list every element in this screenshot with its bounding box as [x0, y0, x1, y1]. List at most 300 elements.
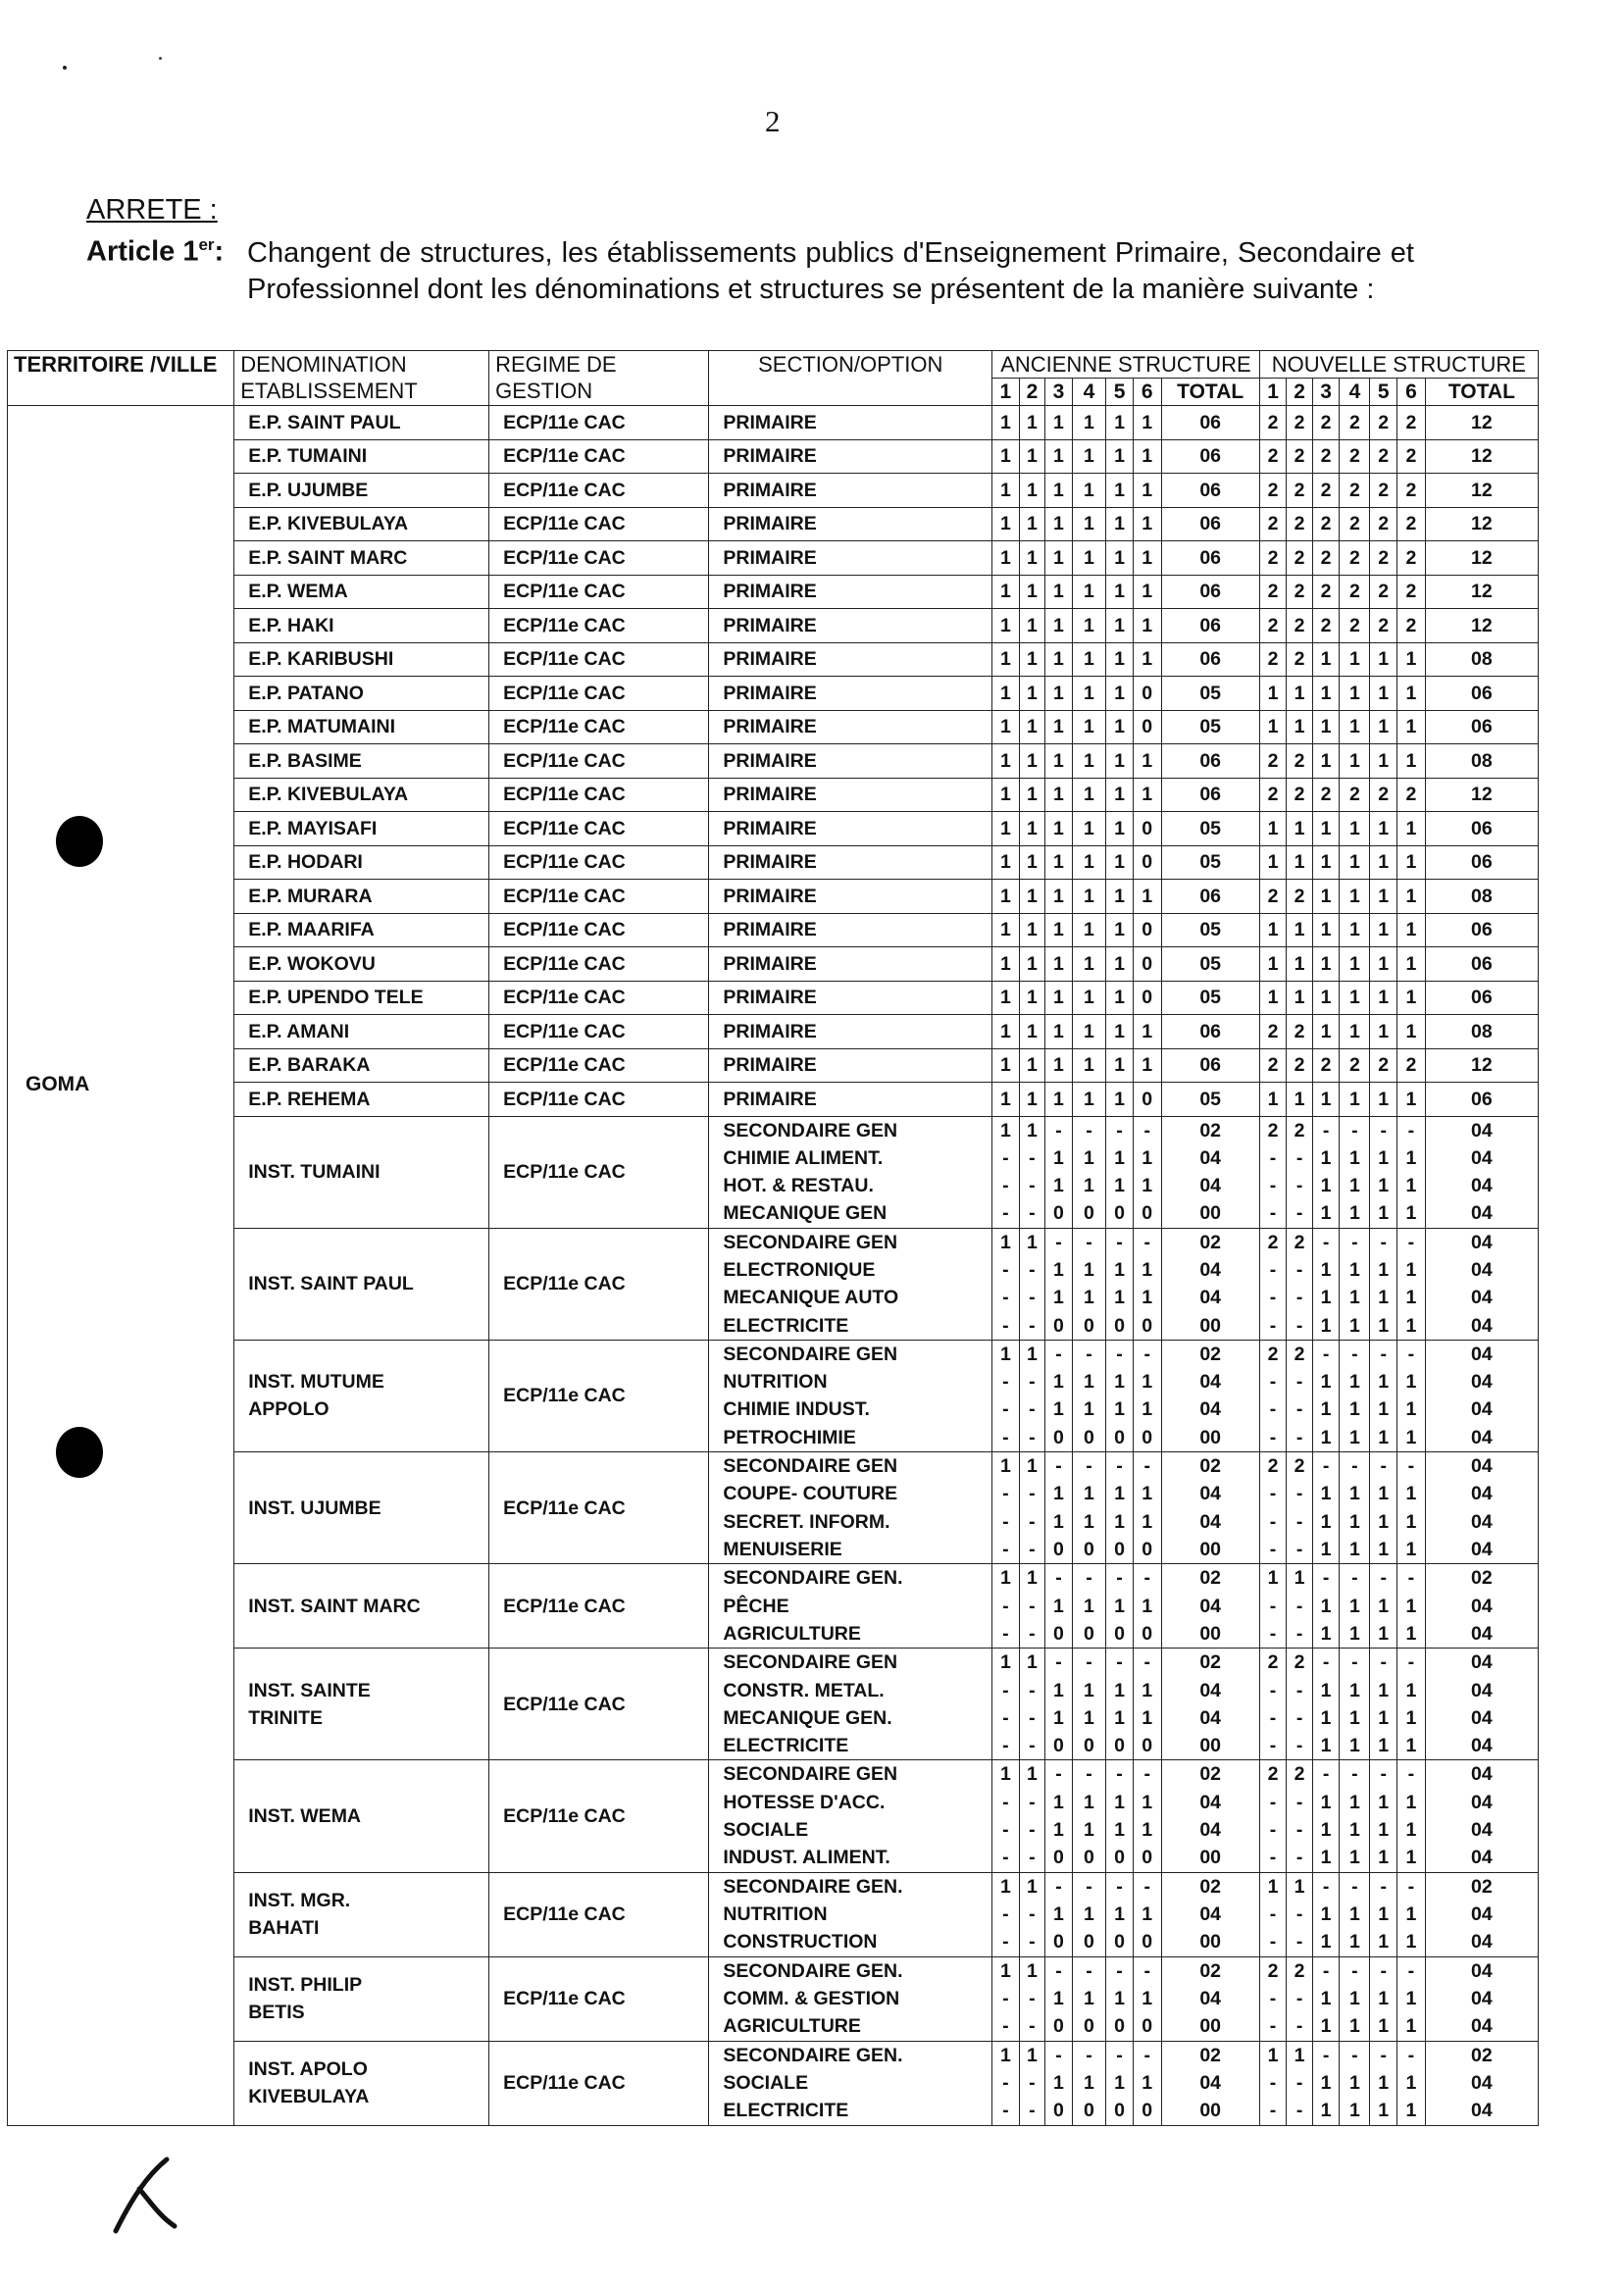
- old-structure-value: -: [1002, 1595, 1009, 1617]
- old-structure-value: 0: [1114, 1847, 1125, 1869]
- new-structure-cell: 2: [1340, 575, 1370, 609]
- denomination-cell: E.P. REHEMA: [234, 1083, 489, 1117]
- new-structure-cell: 2: [1340, 1048, 1370, 1083]
- old-structure-cell: [1161, 1760, 1259, 1872]
- old-structure-value: 1: [999, 1875, 1011, 1898]
- old-structure-cell: 1: [1133, 575, 1161, 609]
- new-structure-value: -: [1407, 1875, 1415, 1898]
- section-cell: [709, 1760, 992, 1872]
- new-structure-cell: [1312, 2041, 1340, 2125]
- old-structure-cell: 1: [1019, 507, 1044, 541]
- new-structure-value: -: [1295, 1538, 1303, 1560]
- new-structure-cell: 08: [1425, 642, 1538, 677]
- old-structure-cell: [1019, 1564, 1044, 1649]
- new-structure-value: 1: [1267, 2044, 1279, 2066]
- old-structure-cell: 1: [992, 642, 1020, 677]
- old-structure-cell: 06: [1161, 575, 1259, 609]
- old-structure-value: 1: [1084, 1287, 1094, 1309]
- section-option-line: PETROCHIMIE: [723, 1426, 856, 1448]
- old-structure-value: 1: [999, 1343, 1011, 1365]
- section-option-line: COMM. & GESTION: [723, 1987, 900, 2009]
- denomination-cell: E.P. MAYISAFI: [234, 812, 489, 846]
- new-structure-value: 04: [1471, 1847, 1493, 1869]
- new-structure-cell: [1259, 1564, 1287, 1649]
- old-structure-value: 0: [1114, 1931, 1125, 1953]
- new-structure-value: -: [1351, 1875, 1358, 1898]
- old-structure-cell: [1106, 2041, 1134, 2125]
- new-structure-value: 2: [1267, 1763, 1279, 1786]
- old-structure-value: 1: [1084, 1987, 1094, 2009]
- new-col-header: TOTAL: [1425, 379, 1538, 406]
- old-structure-value: -: [1029, 1538, 1036, 1560]
- denomination-cell: E.P. WEMA: [234, 575, 489, 609]
- old-structure-cell: 1: [1106, 880, 1134, 914]
- new-structure-cell: 12: [1425, 609, 1538, 643]
- section-option-line: SECONDAIRE GEN: [723, 1651, 898, 1674]
- denomination-line: INST. APOLO: [248, 2058, 368, 2081]
- old-structure-value: 1: [1142, 2071, 1153, 2094]
- section-cell: PRIMAIRE: [709, 710, 992, 744]
- section-option-line: NUTRITION: [723, 1902, 828, 1925]
- new-structure-cell: 12: [1425, 406, 1538, 440]
- old-structure-value: -: [1086, 1231, 1092, 1253]
- table-row: [8, 812, 1539, 846]
- denomination-cell: [234, 1956, 489, 2041]
- denomination-cell: E.P. KIVEBULAYA: [234, 507, 489, 541]
- new-structure-value: 04: [1471, 1902, 1493, 1925]
- new-structure-cell: 2: [1287, 541, 1312, 576]
- new-structure-cell: 1: [1259, 913, 1287, 947]
- new-structure-value: 1: [1348, 1706, 1360, 1729]
- new-structure-value: 2: [1267, 1651, 1279, 1674]
- old-structure-value: 1: [999, 1959, 1011, 1982]
- new-structure-value: 04: [1471, 1371, 1493, 1394]
- old-structure-value: 0: [1142, 1202, 1153, 1225]
- new-structure-value: -: [1269, 1175, 1277, 1197]
- new-structure-value: -: [1380, 1567, 1387, 1590]
- new-structure-value: -: [1380, 1455, 1387, 1478]
- new-structure-cell: 1: [1370, 913, 1397, 947]
- old-structure-cell: 1: [1133, 406, 1161, 440]
- old-structure-value: 1: [999, 1231, 1011, 1253]
- regime-cell: ECP/11e CAC: [489, 880, 709, 914]
- new-structure-cell: 1: [1287, 1083, 1312, 1117]
- new-structure-value: 2: [1267, 1959, 1279, 1982]
- new-structure-value: 04: [1471, 1343, 1493, 1365]
- old-structure-value: -: [1055, 1231, 1062, 1253]
- old-structure-cell: [1161, 1956, 1259, 2041]
- new-structure-cell: [1340, 1228, 1370, 1340]
- old-structure-value: 04: [1199, 1146, 1222, 1169]
- new-structure-cell: 1: [1259, 677, 1287, 711]
- denomination-line: INST. SAINT PAUL: [248, 1273, 414, 1295]
- old-structure-cell: 1: [1019, 1083, 1044, 1117]
- new-structure-cell: 2: [1259, 609, 1287, 643]
- old-structure-cell: 1: [992, 507, 1020, 541]
- new-structure-cell: 1: [1370, 1083, 1397, 1117]
- old-structure-cell: 0: [1133, 710, 1161, 744]
- section-option-line: COUPE- COUTURE: [723, 1483, 898, 1505]
- denomination-line: INST. WEMA: [248, 1805, 362, 1828]
- old-structure-value: -: [1086, 1959, 1092, 1982]
- old-structure-value: 00: [1199, 1847, 1222, 1869]
- regime-cell: ECP/11e CAC: [489, 1760, 709, 1872]
- old-structure-cell: 1: [1106, 913, 1134, 947]
- old-structure-value: 04: [1199, 1258, 1222, 1281]
- old-structure-value: 1: [1053, 1902, 1064, 1925]
- old-structure-value: -: [1143, 2044, 1150, 2066]
- old-structure-value: 1: [1084, 1175, 1094, 1197]
- old-structure-value: 04: [1199, 1510, 1222, 1533]
- new-structure-cell: 1: [1370, 677, 1397, 711]
- new-structure-cell: 2: [1312, 541, 1340, 576]
- new-structure-value: -: [1295, 1847, 1303, 1869]
- old-structure-cell: [1072, 1956, 1106, 2041]
- new-structure-value: 1: [1405, 1287, 1417, 1309]
- old-structure-cell: 1: [1019, 981, 1044, 1015]
- new-structure-cell: 1: [1370, 880, 1397, 914]
- old-structure-value: 1: [1084, 1819, 1094, 1842]
- old-structure-cell: 05: [1161, 913, 1259, 947]
- old-structure-value: 0: [1084, 2015, 1094, 2038]
- old-structure-value: 1: [1053, 1510, 1064, 1533]
- new-structure-value: 1: [1320, 2100, 1332, 2122]
- table-row: [8, 507, 1539, 541]
- new-structure-value: 04: [1471, 2071, 1493, 2094]
- new-structure-cell: 1: [1340, 1015, 1370, 1049]
- new-structure-cell: 06: [1425, 710, 1538, 744]
- new-structure-value: 04: [1471, 1258, 1493, 1281]
- old-structure-cell: [1019, 1452, 1044, 1564]
- page-number: 2: [765, 104, 781, 138]
- new-structure-cell: [1370, 1452, 1397, 1564]
- old-structure-cell: [992, 1228, 1020, 1340]
- old-structure-cell: [1106, 1228, 1134, 1340]
- old-structure-value: 1: [1084, 1483, 1094, 1505]
- old-structure-value: -: [1029, 2015, 1036, 2038]
- old-structure-value: 04: [1199, 1706, 1222, 1729]
- new-structure-cell: 1: [1397, 1083, 1426, 1117]
- new-structure-cell: [1287, 1340, 1312, 1451]
- old-structure-value: 1: [1114, 1175, 1125, 1197]
- new-structure-value: 1: [1320, 1398, 1332, 1421]
- denomination-cell: E.P. BARAKA: [234, 1048, 489, 1083]
- new-structure-cell: [1370, 1228, 1397, 1340]
- new-structure-cell: 1: [1340, 642, 1370, 677]
- scan-speck: [159, 57, 162, 60]
- old-structure-cell: 1: [992, 575, 1020, 609]
- new-structure-value: 1: [1378, 1987, 1390, 2009]
- new-structure-cell: 08: [1425, 880, 1538, 914]
- old-structure-cell: 1: [1072, 1015, 1106, 1049]
- old-structure-cell: 1: [1072, 642, 1106, 677]
- new-structure-cell: [1312, 1564, 1340, 1649]
- new-structure-cell: [1312, 1228, 1340, 1340]
- old-structure-value: 04: [1199, 1987, 1222, 2009]
- new-structure-value: 04: [1471, 1231, 1493, 1253]
- denomination-cell: E.P. SAINT PAUL: [234, 406, 489, 440]
- new-structure-value: 1: [1320, 1931, 1332, 1953]
- new-structure-value: 2: [1267, 1119, 1279, 1142]
- new-structure-cell: [1397, 1340, 1426, 1451]
- denomination-cell: [234, 1116, 489, 1228]
- new-structure-value: 1: [1320, 2071, 1332, 2094]
- new-structure-cell: 2: [1397, 609, 1426, 643]
- old-structure-cell: 1: [992, 778, 1020, 812]
- new-structure-value: -: [1322, 1455, 1330, 1478]
- new-structure-cell: [1259, 1760, 1287, 1872]
- old-structure-value: -: [1029, 1371, 1036, 1394]
- new-structure-value: 1: [1348, 1538, 1360, 1560]
- new-structure-cell: 1: [1287, 812, 1312, 846]
- new-structure-cell: [1397, 1760, 1426, 1872]
- new-structure-value: -: [1295, 1287, 1303, 1309]
- new-structure-cell: 1: [1340, 845, 1370, 880]
- new-structure-cell: 2: [1312, 406, 1340, 440]
- new-structure-cell: 1: [1312, 677, 1340, 711]
- section-cell: PRIMAIRE: [709, 1048, 992, 1083]
- new-structure-value: 2: [1267, 1231, 1279, 1253]
- section-option-line: AGRICULTURE: [723, 2015, 861, 2038]
- new-structure-value: -: [1269, 1735, 1277, 1757]
- old-structure-value: -: [1002, 1398, 1009, 1421]
- old-structure-value: -: [1002, 1483, 1009, 1505]
- new-structure-value: -: [1295, 1987, 1303, 2009]
- regime-cell: ECP/11e CAC: [489, 1649, 709, 1760]
- old-structure-value: -: [1086, 1119, 1092, 1142]
- old-structure-value: 0: [1142, 1426, 1153, 1448]
- old-structure-cell: 06: [1161, 744, 1259, 779]
- table-row: [8, 1083, 1539, 1117]
- article-label: Article 1er:: [86, 235, 225, 268]
- new-structure-cell: 2: [1340, 778, 1370, 812]
- denomination-cell: E.P. WOKOVU: [234, 947, 489, 982]
- new-structure-value: -: [1322, 1343, 1330, 1365]
- denomination-cell: E.P. HODARI: [234, 845, 489, 880]
- new-structure-cell: 2: [1370, 507, 1397, 541]
- old-structure-value: 0: [1053, 1931, 1064, 1953]
- old-structure-cell: 1: [1072, 609, 1106, 643]
- new-structure-cell: [1397, 1649, 1426, 1760]
- regime-cell: ECP/11e CAC: [489, 677, 709, 711]
- new-structure-value: 1: [1294, 2044, 1305, 2066]
- new-structure-cell: 2: [1370, 406, 1397, 440]
- old-structure-value: -: [1055, 1343, 1062, 1365]
- regime-cell: ECP/11e CAC: [489, 744, 709, 779]
- old-structure-value: -: [1055, 1455, 1062, 1478]
- old-structure-value: 0: [1084, 1426, 1094, 1448]
- new-structure-value: -: [1322, 1651, 1330, 1674]
- old-structure-value: -: [1055, 1959, 1062, 1982]
- old-structure-value: 0: [1084, 1847, 1094, 1869]
- new-col-header: 6: [1397, 379, 1426, 406]
- section-option-line: MECANIQUE GEN.: [723, 1706, 892, 1729]
- new-structure-value: 1: [1320, 1847, 1332, 1869]
- new-structure-cell: 12: [1425, 541, 1538, 576]
- old-structure-value: -: [1029, 1819, 1036, 1842]
- new-structure-cell: 1: [1397, 812, 1426, 846]
- new-structure-cell: 2: [1312, 575, 1340, 609]
- denomination-cell: [234, 1452, 489, 1564]
- new-structure-value: 04: [1471, 1175, 1493, 1197]
- new-structure-value: -: [1407, 2044, 1415, 2066]
- new-structure-cell: 1: [1340, 981, 1370, 1015]
- old-structure-cell: 1: [1019, 778, 1044, 812]
- denomination-cell: E.P. HAKI: [234, 609, 489, 643]
- old-structure-value: -: [1055, 1567, 1062, 1590]
- old-col-header: 5: [1106, 379, 1134, 406]
- old-structure-value: -: [1143, 1875, 1150, 1898]
- old-structure-cell: 06: [1161, 609, 1259, 643]
- old-structure-cell: [992, 1872, 1020, 1956]
- new-structure-cell: 2: [1259, 575, 1287, 609]
- old-structure-value: -: [1002, 1819, 1009, 1842]
- new-structure-value: 1: [1378, 1426, 1390, 1448]
- new-structure-cell: [1397, 1872, 1426, 1956]
- old-structure-cell: 1: [1106, 981, 1134, 1015]
- new-col-header: 5: [1370, 379, 1397, 406]
- old-col-header: 2: [1019, 379, 1044, 406]
- new-structure-cell: 2: [1312, 507, 1340, 541]
- new-structure-value: 04: [1471, 1398, 1493, 1421]
- old-structure-cell: [1072, 1760, 1106, 1872]
- new-structure-cell: [1425, 1228, 1538, 1340]
- new-structure-value: 1: [1348, 1314, 1360, 1337]
- new-structure-cell: [1425, 1340, 1538, 1451]
- new-structure-value: 04: [1471, 1287, 1493, 1309]
- old-structure-cell: 1: [992, 744, 1020, 779]
- old-structure-value: 0: [1053, 2015, 1064, 2038]
- new-structure-value: 2: [1294, 1959, 1305, 1982]
- old-structure-value: 1: [999, 2044, 1011, 2066]
- new-structure-value: -: [1295, 1146, 1303, 1169]
- regime-cell: ECP/11e CAC: [489, 575, 709, 609]
- new-structure-cell: 2: [1340, 474, 1370, 508]
- new-structure-value: -: [1351, 1651, 1358, 1674]
- section-cell: PRIMAIRE: [709, 778, 992, 812]
- section-cell: [709, 1228, 992, 1340]
- old-structure-cell: 05: [1161, 1083, 1259, 1117]
- new-structure-value: -: [1295, 1314, 1303, 1337]
- new-structure-cell: 1: [1397, 880, 1426, 914]
- section-option-line: SECONDAIRE GEN.: [723, 2044, 903, 2066]
- old-structure-value: 02: [1199, 1763, 1222, 1786]
- new-structure-value: -: [1295, 1202, 1303, 1225]
- old-structure-cell: 1: [1072, 947, 1106, 982]
- new-structure-value: 1: [1378, 1706, 1390, 1729]
- section-cell: PRIMAIRE: [709, 474, 992, 508]
- new-structure-value: 1: [1348, 1146, 1360, 1169]
- new-structure-cell: 12: [1425, 474, 1538, 508]
- old-structure-value: 1: [999, 1119, 1011, 1142]
- new-structure-cell: 1: [1287, 677, 1312, 711]
- new-structure-cell: 1: [1312, 744, 1340, 779]
- section-cell: PRIMAIRE: [709, 744, 992, 779]
- new-structure-value: 1: [1378, 2100, 1390, 2122]
- new-structure-cell: [1397, 1116, 1426, 1228]
- old-structure-value: 1: [1053, 1819, 1064, 1842]
- new-structure-value: -: [1380, 1343, 1387, 1365]
- new-structure-value: 1: [1378, 1902, 1390, 1925]
- old-structure-value: 1: [1142, 1483, 1153, 1505]
- new-structure-cell: [1259, 1872, 1287, 1956]
- old-structure-value: 1: [1026, 1119, 1038, 1142]
- new-structure-cell: [1425, 1564, 1538, 1649]
- denomination-cell: E.P. PATANO: [234, 677, 489, 711]
- old-structure-cell: 1: [1106, 474, 1134, 508]
- new-structure-cell: 1: [1312, 947, 1340, 982]
- new-structure-value: 1: [1320, 1146, 1332, 1169]
- new-structure-value: -: [1269, 1510, 1277, 1533]
- old-structure-value: 1: [1142, 1398, 1153, 1421]
- new-structure-cell: 1: [1397, 981, 1426, 1015]
- new-structure-value: 1: [1348, 1735, 1360, 1757]
- old-structure-value: 0: [1114, 1622, 1125, 1645]
- old-structure-value: 02: [1199, 1875, 1222, 1898]
- new-structure-cell: 1: [1259, 1083, 1287, 1117]
- old-structure-value: -: [1116, 1455, 1123, 1478]
- old-structure-value: -: [1002, 1175, 1009, 1197]
- old-structure-value: 04: [1199, 1287, 1222, 1309]
- section-option-line: SECONDAIRE GEN: [723, 1343, 898, 1365]
- old-structure-cell: 1: [1045, 744, 1073, 779]
- section-option-line: ELECTRICITE: [723, 1314, 849, 1337]
- new-structure-cell: 06: [1425, 845, 1538, 880]
- old-structure-value: 00: [1199, 1202, 1222, 1225]
- institute-row: [8, 1340, 1539, 1451]
- new-structure-value: 1: [1378, 1258, 1390, 1281]
- section-cell: [709, 1452, 992, 1564]
- new-structure-value: 1: [1405, 1931, 1417, 1953]
- old-structure-cell: 1: [1072, 744, 1106, 779]
- new-structure-value: 2: [1294, 1119, 1305, 1142]
- new-structure-cell: 2: [1370, 778, 1397, 812]
- old-structure-cell: 1: [1045, 981, 1073, 1015]
- denomination-cell: [234, 1564, 489, 1649]
- old-structure-value: 1: [1084, 1510, 1094, 1533]
- old-structure-cell: 1: [1019, 677, 1044, 711]
- old-structure-value: 1: [1142, 1287, 1153, 1309]
- section-option-line: ELECTRICITE: [723, 1735, 849, 1757]
- new-structure-cell: [1397, 1956, 1426, 2041]
- regime-cell: ECP/11e CAC: [489, 1228, 709, 1340]
- new-structure-cell: 2: [1287, 609, 1312, 643]
- old-structure-value: -: [1029, 2100, 1036, 2122]
- section-option-line: SECONDAIRE GEN: [723, 1119, 898, 1142]
- old-structure-cell: 0: [1133, 677, 1161, 711]
- old-structure-value: -: [1029, 1987, 1036, 2009]
- old-structure-cell: [1133, 1116, 1161, 1228]
- old-structure-cell: [1161, 1452, 1259, 1564]
- old-structure-cell: [1019, 1872, 1044, 1956]
- new-structure-value: -: [1295, 1595, 1303, 1617]
- new-structure-value: 04: [1471, 2015, 1493, 2038]
- regime-cell: ECP/11e CAC: [489, 2041, 709, 2125]
- new-structure-value: -: [1295, 1735, 1303, 1757]
- new-structure-cell: 1: [1397, 1015, 1426, 1049]
- old-structure-value: -: [1029, 1847, 1036, 1869]
- new-structure-cell: 2: [1259, 406, 1287, 440]
- new-structure-value: 1: [1348, 1791, 1360, 1813]
- old-structure-cell: 1: [1106, 406, 1134, 440]
- old-structure-cell: 1: [1045, 439, 1073, 474]
- old-structure-value: -: [1086, 2044, 1092, 2066]
- section-option-line: MECANIQUE GEN: [723, 1202, 888, 1225]
- new-structure-cell: [1425, 1116, 1538, 1228]
- new-structure-cell: [1287, 1956, 1312, 2041]
- new-structure-cell: 1: [1259, 947, 1287, 982]
- new-structure-cell: [1340, 1649, 1370, 1760]
